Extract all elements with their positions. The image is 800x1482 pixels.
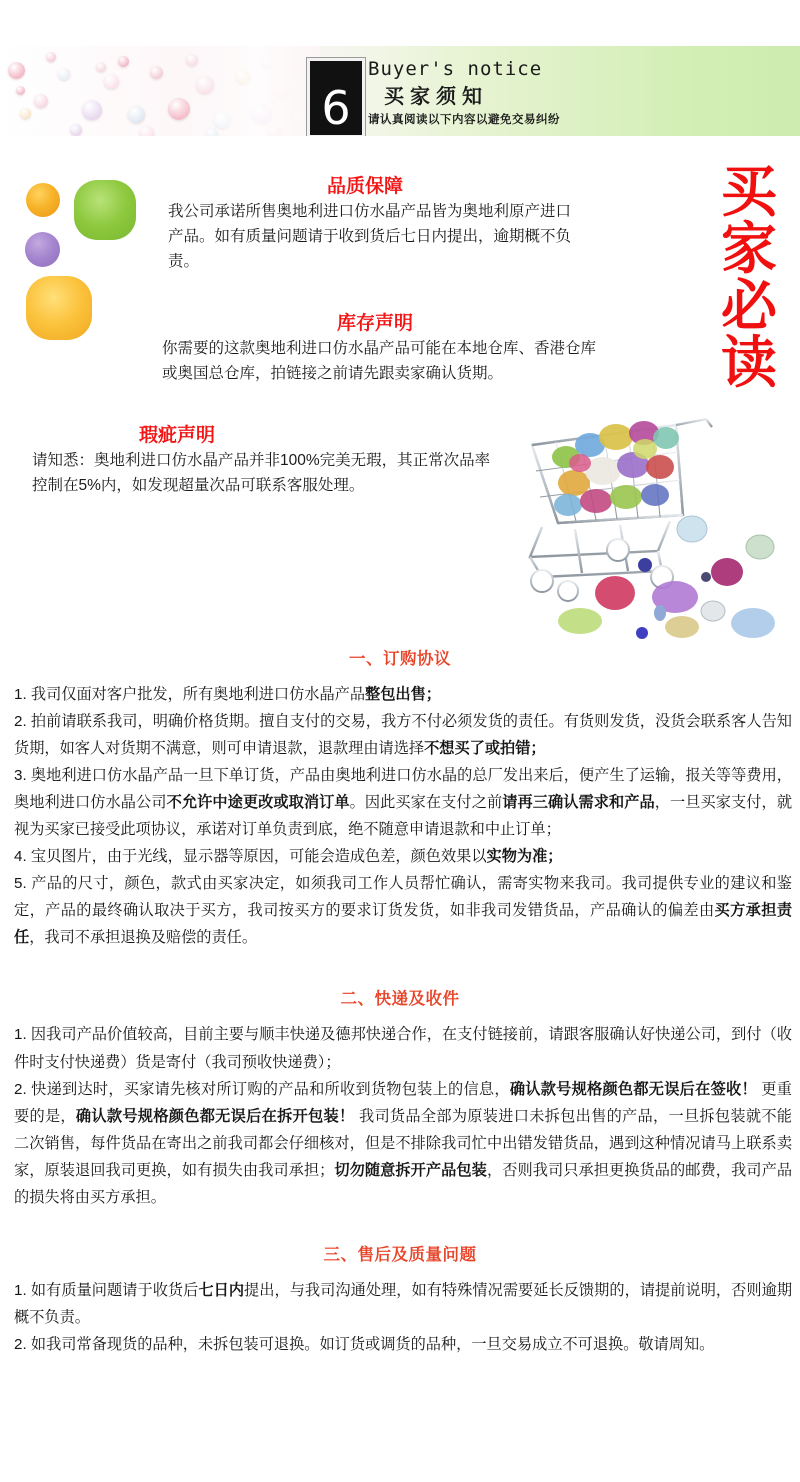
- body-text: 1. 如有质量问题请于收货后: [14, 1281, 199, 1299]
- emphasis-text: 整包出售；: [365, 686, 441, 703]
- notice-item: [0, 1277, 800, 1331]
- emphasis-text: 不允许中途更改或取消订单: [166, 794, 350, 812]
- notice-item: [0, 681, 800, 708]
- notice-sections: [0, 645, 800, 1388]
- notice-item: [0, 843, 800, 870]
- badge-number: 6: [321, 81, 351, 135]
- section-2: [0, 985, 800, 1236]
- section-title: 一、订购协议: [349, 650, 451, 668]
- badge-square: [307, 58, 365, 136]
- section-gap: [0, 1358, 800, 1384]
- cart-wheel: [558, 581, 578, 601]
- notice-item: [0, 870, 800, 951]
- cart-wheel: [607, 539, 629, 561]
- photo-fade-overlay: [0, 46, 320, 136]
- decor-gem-purple-small: [25, 232, 60, 267]
- decor-gem-green-large: [74, 180, 136, 240]
- intro-heading-stock: 库存声明: [336, 313, 413, 334]
- intro-body-defect: 请知悉：奥地利进口仿水晶产品并非100%完美无瑕，其正常次品率控制在5%内，如发现超量次品可联系客服处理。: [32, 451, 491, 494]
- decor-gem-orange-small: [26, 183, 60, 217]
- notice-item: [0, 1076, 800, 1211]
- section-3: [0, 1241, 800, 1384]
- emphasis-text: 确认款号规格颜色都无误后在签收！: [509, 1080, 757, 1098]
- emphasis-text: 不想买了或拍错；: [424, 740, 546, 758]
- intro-body-quality: 我公司承诺所售奥地利进口仿水晶产品皆为奥地利原产进口产品。如有质量问题请于收到货后七日内提出，逾期概不负责。: [168, 202, 572, 271]
- body-text: 1. 因我司产品价值较高，目前主要与顺丰快递及德邦快递合作，在支付链接前，请跟客服确认好快递公司，到付（收件时支付快递费）货是寄付（我司预收快递费）；: [14, 1026, 792, 1071]
- notice-item: [0, 708, 800, 762]
- body-text: 1. 我司仅面对客户批发，所有奥地利进口仿水晶产品: [14, 686, 366, 703]
- decor-gem-yellow-large: [26, 276, 92, 340]
- banner-title-block: [368, 58, 560, 128]
- body-text: ，我司不承担退换及赔偿的责任。: [29, 929, 257, 947]
- notice-item: [0, 1331, 800, 1358]
- emphasis-text: 切勿随意拆开产品包装: [334, 1161, 487, 1179]
- section-number-badge: [307, 58, 365, 136]
- intro-heading-defect: 瑕疵声明: [138, 425, 215, 446]
- body-text: 5. 产品的尺寸，颜色，款式由买家决定，如须我司工作人员帮忙确认，需寄实物来我司。我司提供专业的建议和鉴定，产品的最终确认取决于买方，我司按买方的要求订货发货，如非我司发错货品，产品确认的偏差由: [14, 875, 792, 920]
- section-title: 三、售后及质量问题: [323, 1245, 477, 1264]
- body-text: ，一旦买家支付，就视为买家已接受此项协议，承诺对订单负责到底，绝不随意申请退款和中止订单；: [14, 794, 793, 839]
- body-text: 2. 如我司常备现货的品种，未拆包装可退换。如订货或调货的品种，一旦交易成立不可退换。敬请周知。: [14, 1335, 715, 1353]
- body-text: 。因此买家在支付之前: [349, 794, 503, 812]
- body-text: 更重要的是，: [14, 1080, 792, 1125]
- emphasis-text: 七日内: [198, 1281, 245, 1299]
- body-text: ，否则我司只承担更换货品的邮费，我司产品的损失将由买方承担。: [14, 1161, 793, 1206]
- must-read-char-3: 读: [721, 331, 777, 395]
- banner-subtitle: 请认真阅读以下内容以避免交易纠纷: [368, 113, 560, 126]
- intro-block-defect: [22, 425, 492, 498]
- emphasis-text: 实物为准；: [486, 848, 563, 866]
- must-read-char-0: 买: [721, 160, 777, 223]
- intro-block-stock: [150, 313, 600, 386]
- section-gap: [0, 1211, 800, 1237]
- notice-item: [0, 762, 800, 843]
- notice-item: [0, 1021, 800, 1075]
- emphasis-text: 买方承担责任: [14, 902, 793, 947]
- section-title: 二、快递及收件: [340, 990, 460, 1009]
- intro-heading-quality: 品质保障: [326, 176, 403, 197]
- must-read-char-2: 必: [721, 274, 777, 338]
- body-text: 2. 拍前请联系我司，明确价格货期。擅自支付的交易，我方不付必须发货的责任。有货则发货，没货会联系客人告知货期，如客人对货期不满意，则可申请退款，退款理由请选择: [14, 713, 792, 758]
- section-1: [0, 645, 800, 981]
- body-text: 2. 快递到达时，买家请先核对所订购的产品和所收到货物包装上的信息，: [14, 1080, 510, 1098]
- cart-illustration: [470, 405, 800, 640]
- body-text: 4. 宝贝图片，由于光线，显示器等原因，可能会造成色差，颜色效果以: [14, 848, 487, 866]
- body-text: 提出，与我司沟通处理，如有特殊情况需要延长反馈期的，请提前说明，否则逾期概不负责。: [14, 1281, 793, 1326]
- intro-block-quality: [150, 176, 580, 274]
- body-text: 3. 奥地利进口仿水晶产品一旦下单订货，产品由奥地利进口仿水晶的总厂发出来后，便产生了运输，报关等等费用，奥地利进口仿水晶公司: [14, 767, 792, 812]
- crystals-in-basket: [552, 421, 679, 516]
- header-banner: [0, 46, 800, 136]
- cart-wheel: [531, 570, 553, 592]
- section-gap: [0, 951, 800, 981]
- banner-title-en: Buyer's notice: [368, 58, 543, 80]
- emphasis-text: 请再三确认需求和产品: [502, 794, 655, 812]
- vertical-must-read-note: [712, 160, 786, 395]
- emphasis-text: 确认款号规格颜色都无误后在拆开包装！: [75, 1107, 355, 1125]
- intro-body-stock: 你需要的这款奥地利进口仿水晶产品可能在本地仓库、香港仓库或奥国总仓库，拍链接之前请先跟卖家确认货期。: [162, 339, 597, 382]
- shopping-cart-full-of-crystals: [470, 405, 800, 640]
- scattered-crystals-photo: [0, 46, 320, 136]
- body-text: 我司货品全部为原装进口未拆包出售的产品，一旦拆包装就不能二次销售，每件货品在寄出之前我司都会仔细核对，但是不排除我司忙中出错发错货品，遇到这种情况请马上联系卖家，原装退回我司更换，如有损失由我司承担；: [14, 1107, 792, 1179]
- must-read-char-1: 家: [721, 217, 777, 281]
- banner-title-cn: 买家须知: [384, 85, 488, 108]
